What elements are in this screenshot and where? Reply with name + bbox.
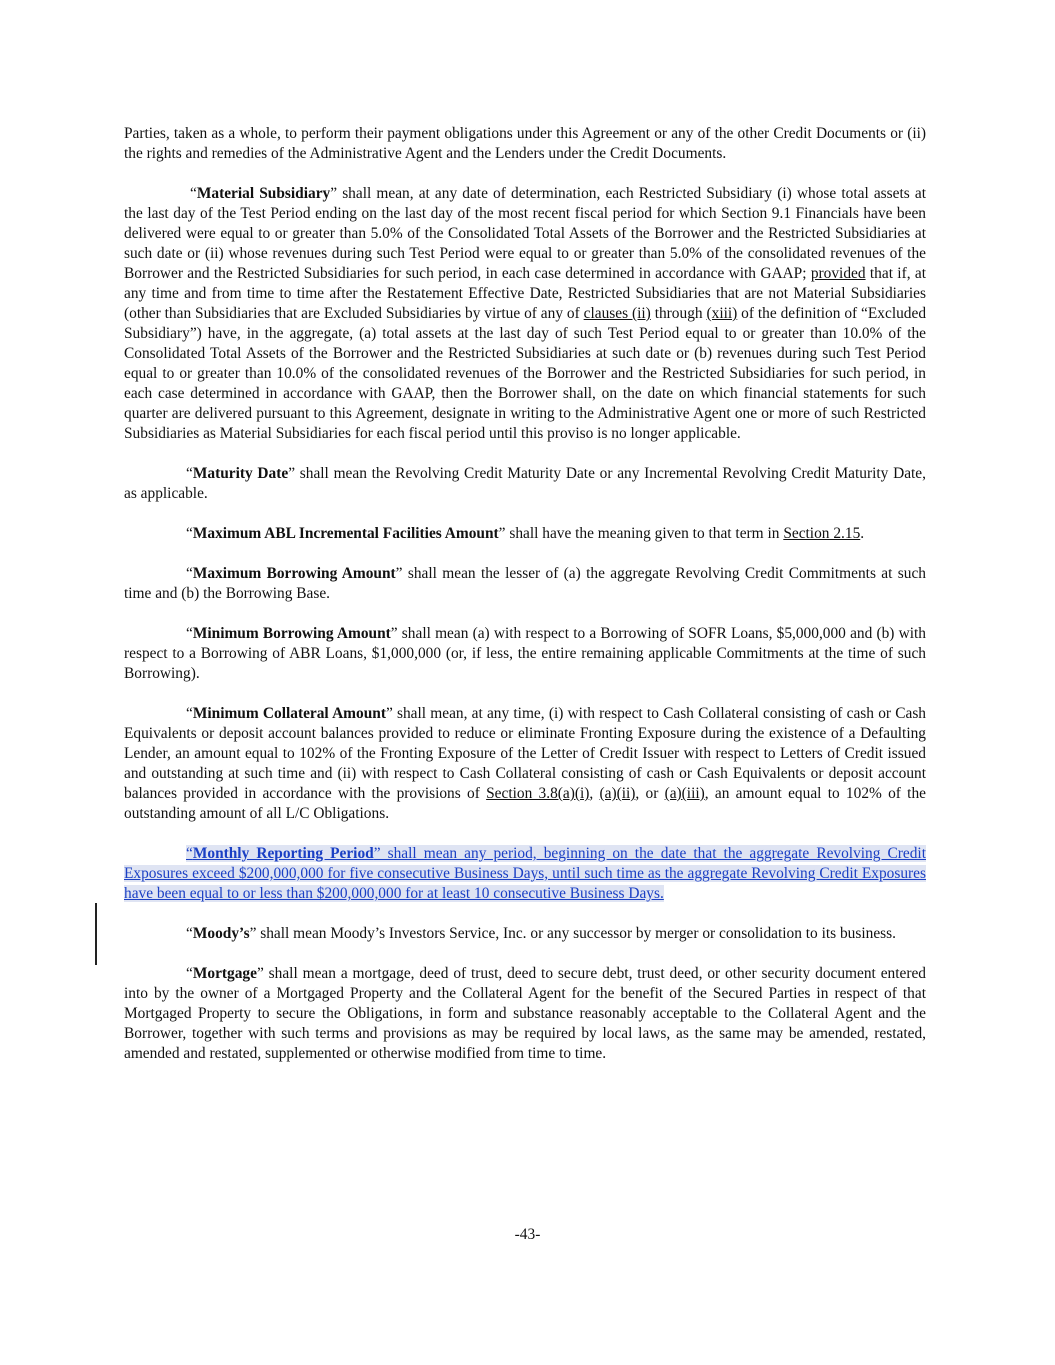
definition-moodys	[124, 924, 926, 944]
definition-monthly-reporting-period	[124, 844, 926, 904]
open-quote: “	[186, 625, 193, 642]
open-quote: “	[186, 925, 193, 942]
defined-term: Maximum ABL Incremental Facilities Amount	[192, 525, 499, 542]
defined-term: Minimum Borrowing Amount	[192, 625, 391, 642]
open-quote: “	[186, 705, 193, 722]
definition-maximum-abl-incremental-facilities-amount	[124, 524, 926, 544]
separator: , or	[635, 785, 665, 802]
definition-maximum-borrowing-amount	[124, 564, 926, 604]
clause-reference: (xiii)	[706, 305, 738, 322]
period: .	[860, 525, 865, 542]
defined-term: Moody’s	[192, 925, 250, 942]
revision-change-bar	[95, 903, 97, 965]
definition-text: ” shall mean, at any date of determination, each Restricted Subsidiary (i) whose total assets at the last day of the Test Period ending on the last day of the most recent fiscal period for which Section 9.1 Financials have been delivered were equal to or greater than 5.0% of the Consolidated Total Assets of the Borrower and the Restricted Subsidiaries at such date or (ii) whose revenues during such Test Period were equal to or greater than 5.0% of the consolidated revenues of the Borrower and the Restricted Subsidiaries for such period, in each case determined in accordance with GAAP;	[124, 185, 926, 282]
definition-text: ” shall mean, at any time, (i) with respect to Cash Collateral consisting of cash or Cash Equivalents or deposit account balances provided to reduce or eliminate Fronting Exposure during the existence of a Defaulting Lender, an amount equal to 102% of the Fronting Exposure of the Letter of Credit Issuer with respect to Letters of Credit issued and outstanding at such time and (ii) with respect to Cash Collateral consisting of cash or Cash Equivalents or deposit account balances provided in accordance with the provisions of	[124, 705, 927, 802]
continuation-text: Parties, taken as a whole, to perform their payment obligations under this Agreement or any of the other Credit Documents or (ii) the rights and remedies of the Administrative Agent and the Lenders under the Credit Documents.	[124, 125, 926, 162]
definition-text: of the definition of “Excluded Subsidiary”) have, in the aggregate, (a) total assets at the last day of such Test Period equal to or greater than 10.0% of the Consolidated Total Assets of the Borrower and the Restricted Subsidiaries at such date or (b) revenues during such Test Period equal to or greater than 10.0% of the consolidated revenues of the Borrower and the Restricted Subsidiaries for such period, in each case determined in accordance with GAAP, then the Borrower shall, on the date on which financial statements for such quarter are delivered pursuant to this Agreement, designate in writing to the Administrative Agent one or more of such Restricted Subsidiaries as Material Subsidiaries for each fiscal period until this proviso is no longer applicable.	[124, 305, 927, 442]
open-quote: “	[186, 465, 193, 482]
defined-term: Maximum Borrowing Amount	[192, 565, 396, 582]
definition-text: ” shall mean any period, beginning on the date that the aggregate Revolving Credit Exposures exceed $200,000,000 for five consecutive Business Days, until such time as the aggregate Revolving Credit Exposures have been equal to or less than $200,000,000 for at least 10 consecutive Business Days.	[124, 845, 926, 902]
section-reference: (a)(iii)	[664, 785, 705, 802]
definition-mortgage	[124, 964, 926, 1064]
definition-maturity-date	[124, 464, 926, 504]
defined-term: Monthly Reporting Period	[192, 845, 374, 862]
open-quote: “	[186, 965, 193, 982]
provided-reference: provided	[810, 265, 866, 282]
definition-text: ” shall mean the Revolving Credit Maturity Date or any Incremental Revolving Credit Maturity Date, as applicable.	[124, 465, 926, 502]
open-quote: “	[190, 185, 197, 202]
clause-reference: clauses (ii)	[583, 305, 651, 322]
definition-text: , an amount equal to 102% of the outstanding amount of all L/C Obligations.	[124, 785, 926, 822]
open-quote: “	[186, 525, 193, 542]
open-quote: “	[186, 845, 193, 862]
definition-text: that if, at any time and from time to time after the Restatement Effective Date, Restricted Subsidiaries that are not Material Subsidiaries (other than Subsidiaries that are Excluded Subsidiaries by virtue of any of	[124, 265, 926, 322]
definition-material-subsidiary	[124, 184, 926, 444]
definition-text: ” shall mean the lesser of (a) the aggregate Revolving Credit Commitments at such time and (b) the Borrowing Base.	[124, 565, 926, 602]
definition-text: ” shall mean (a) with respect to a Borrowing of SOFR Loans, $5,000,000 and (b) with respect to a Borrowing of ABR Loans, $1,000,000 (or, if less, the entire remaining applicable Commitments at the time of such Borrowing).	[124, 625, 926, 682]
page-number: -43-	[514, 1226, 541, 1243]
document-page	[124, 124, 926, 1084]
definition-text: through	[650, 305, 707, 322]
defined-term: Maturity Date	[192, 465, 289, 482]
defined-term: Minimum Collateral Amount	[192, 705, 386, 722]
open-quote: “	[186, 565, 193, 582]
inserted-text	[124, 845, 926, 902]
defined-term: Material Subsidiary	[196, 185, 331, 202]
section-reference: Section 2.15	[783, 525, 861, 542]
definition-text: ” shall mean a mortgage, deed of trust, deed to secure debt, trust deed, or other security document entered into by the owner of a Mortgaged Property and the Collateral Agent for the benefit of the Secured Parties in respect of that Mortgaged Property to secure the Obligations, in form and substance reasonably acceptable to the Collateral Agent and the Borrower, together with such terms and provisions as may be required by local laws, as the same may be amended, restated, amended and restated, supplemented or otherwise modified from time to time.	[124, 965, 926, 1062]
section-reference: Section 3.8(a)(i)	[486, 785, 590, 802]
definition-text: ” shall mean Moody’s Investors Service, Inc. or any successor by merger or consolidation to its business.	[249, 925, 896, 942]
continuation-paragraph	[124, 124, 926, 164]
definition-minimum-collateral-amount	[124, 704, 926, 824]
definition-minimum-borrowing-amount	[124, 624, 926, 684]
separator: ,	[589, 785, 600, 802]
section-reference: (a)(ii)	[599, 785, 636, 802]
defined-term: Mortgage	[192, 965, 257, 982]
definition-text: ” shall have the meaning given to that term in	[498, 525, 784, 542]
